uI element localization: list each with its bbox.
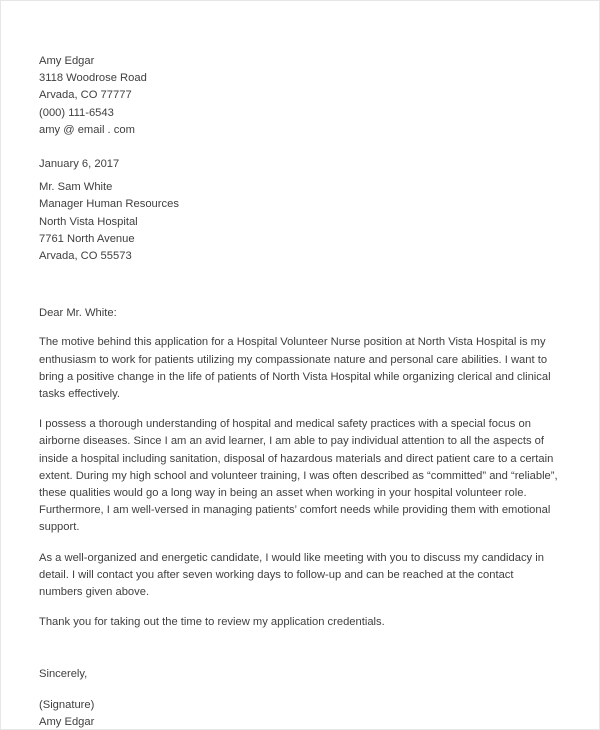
salutation: Dear Mr. White: xyxy=(39,307,117,320)
body-paragraph-2: I possess a thorough understanding of hospital and medical safety practices with a special focus on airborne diseases. Since I am an avid learner, I am able to pay individual attention to all the aspects of inside a hospital including sanitation, disposal of hazardous materials and direct patient care to a certain extent. During my high school and volunteer training, I was often described as “committed” and “reliable”, these qualities would go a long way in being an asset when working in your hospital volunteer role. Furthermore, I am well-versed in managing patients’ comfort needs while providing them with emotional support. xyxy=(39,418,558,534)
letter-body xyxy=(39,53,559,730)
recipient-title: Manager Human Resources xyxy=(39,198,179,211)
recipient-address-block xyxy=(39,179,559,265)
spacer-before-body xyxy=(39,322,559,334)
sender-city-state-zip: Arvada, CO 77777 xyxy=(39,89,132,102)
signer-name: Amy Edgar xyxy=(39,715,95,728)
body-paragraph-4: Thank you for taking out the time to review my application credentials. xyxy=(39,616,385,629)
letter-date: January 6, 2017 xyxy=(39,158,120,171)
recipient-name: Mr. Sam White xyxy=(39,181,113,194)
spacer-before-salutation xyxy=(39,265,559,305)
closing-signoff: Sincerely, xyxy=(39,668,88,681)
body-paragraph-3: As a well-organized and energetic candidate, I would like meeting with you to discuss my candidacy in detail. I will contact you after seven working days to follow-up and can be reached at the contact numbers given above. xyxy=(39,551,544,599)
sender-address-block xyxy=(39,53,559,139)
spacer-before-signoff xyxy=(39,631,559,666)
spacer-before-date xyxy=(39,139,559,156)
sender-phone: (000) 111-6543 xyxy=(39,106,114,119)
sender-name: Amy Edgar xyxy=(39,55,95,67)
spacer-before-thanks xyxy=(39,601,559,614)
signature-block xyxy=(39,697,559,730)
recipient-organization: North Vista Hospital xyxy=(39,215,138,228)
sender-email: amy @ email . com xyxy=(39,123,135,136)
signature-placeholder: (Signature) xyxy=(39,698,95,711)
spacer-before-signature xyxy=(39,684,559,697)
sender-street: 3118 Woodrose Road xyxy=(39,72,147,85)
recipient-city-state-zip: Arvada, CO 55573 xyxy=(39,250,132,263)
recipient-street: 7761 North Avenue xyxy=(39,232,135,245)
body-paragraph-1: The motive behind this application for a Hospital Volunteer Nurse position at North Vista Hospital is my enthusiasm to work for patients utilizing my compassionate nature and personal care abilities. I want to bring a positive change in the life of patients of North Vista Hospital while organizing clerical and clinical tasks effectively. xyxy=(39,336,551,401)
